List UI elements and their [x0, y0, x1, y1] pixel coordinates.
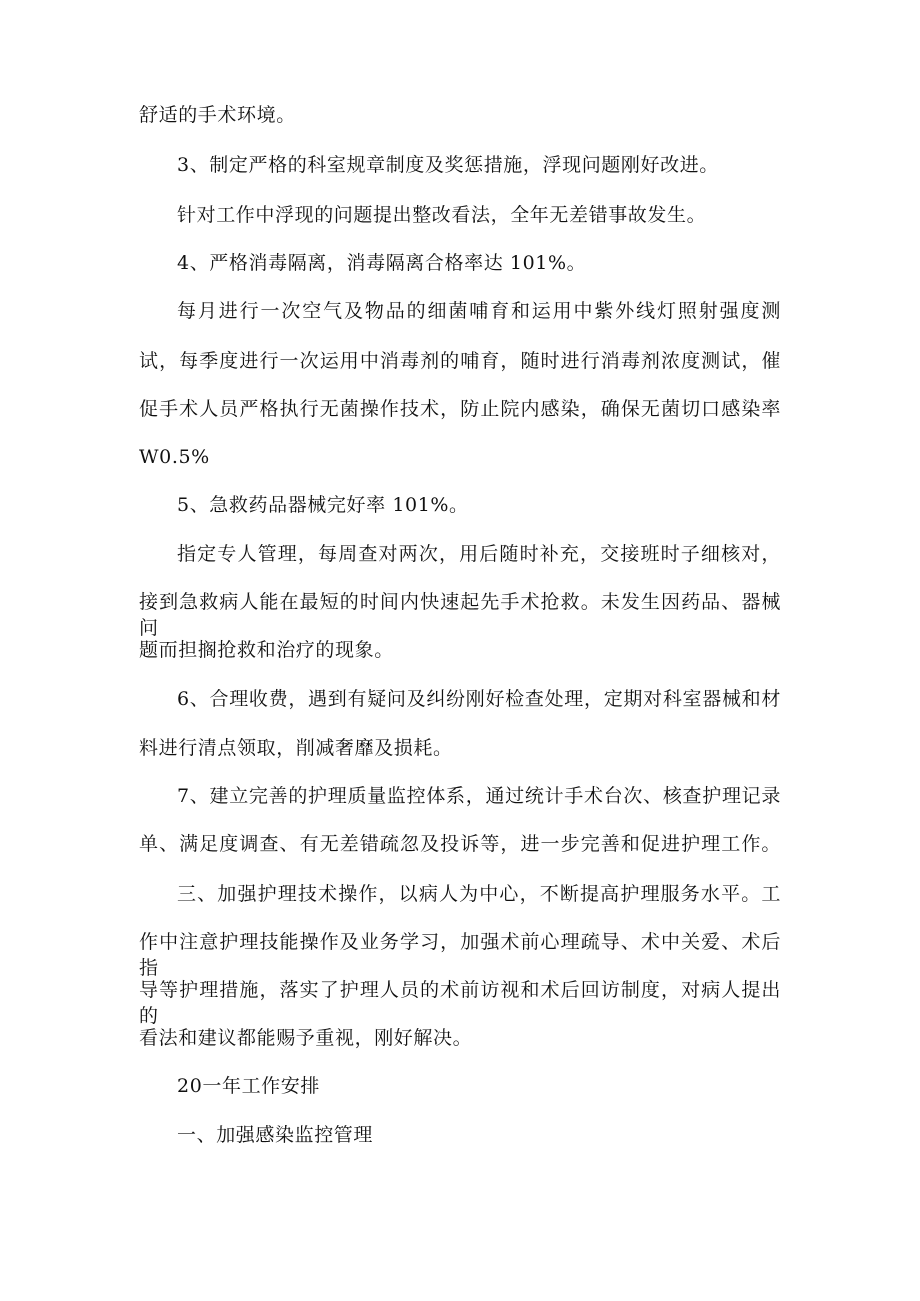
text-line: 针对工作中浮现的问题提出整改看法，全年无差错事故发生。 [177, 204, 707, 226]
plan-title: 20一年工作安排 [177, 1075, 320, 1097]
section-heading: 一、加强感染监控管理 [177, 1124, 374, 1146]
text-line: 每月进行一次空气及物品的细菌哺育和运用中紫外线灯照射强度测 [177, 300, 781, 322]
text-line: 舒适的手术环境。 [139, 104, 296, 126]
text-line: 料进行清点领取，削减奢靡及损耗。 [139, 737, 453, 759]
text-line: 试，每季度进行一次运用中消毒剂的哺育，随时进行消毒剂浓度测试，催 [139, 350, 781, 372]
section-heading: 三、加强护理技术操作，以病人为中心，不断提高护理服务水平。工 [177, 883, 781, 905]
text-line: 看法和建议都能赐予重视，刚好解决。 [139, 1027, 473, 1049]
text-line: 作中注意护理技能操作及业务学习，加强术前心理疏导、术中关爱、术后指 [139, 931, 781, 979]
text-line: W0.5% [139, 446, 210, 468]
text-line: 导等护理措施，落实了护理人员的术前访视和术后回访制度，对病人提出的 [139, 979, 781, 1027]
text-line: 单、满足度调查、有无差错疏忽及投诉等，进一步完善和促进护理工作。 [139, 833, 781, 855]
list-item-heading: 6、合理收费，遇到有疑问及纠纷刚好检查处理，定期对科室器械和材 [177, 688, 781, 710]
text-line: 促手术人员严格执行无菌操作技术，防止院内感染，确保无菌切口感染率 [139, 398, 781, 420]
list-item-heading: 4、严格消毒隔离，消毒隔离合格率达 101%。 [177, 252, 587, 274]
text-line: 指定专人管理，每周查对两次，用后随时补充，交接班时子细核对， [177, 543, 781, 565]
list-item-heading: 3、制定严格的科室规章制度及奖惩措施，浮现问题刚好改进。 [177, 154, 719, 176]
list-item-heading: 5、急救药品器械完好率 101%。 [177, 494, 469, 516]
list-item-heading: 7、建立完善的护理质量监控体系，通过统计手术台次、核查护理记录 [177, 785, 781, 807]
text-line: 接到急救病人能在最短的时间内快速起先手术抢救。未发生因药品、器械问 [139, 591, 781, 639]
text-line: 题而担搁抢救和治疗的现象。 [139, 639, 394, 661]
